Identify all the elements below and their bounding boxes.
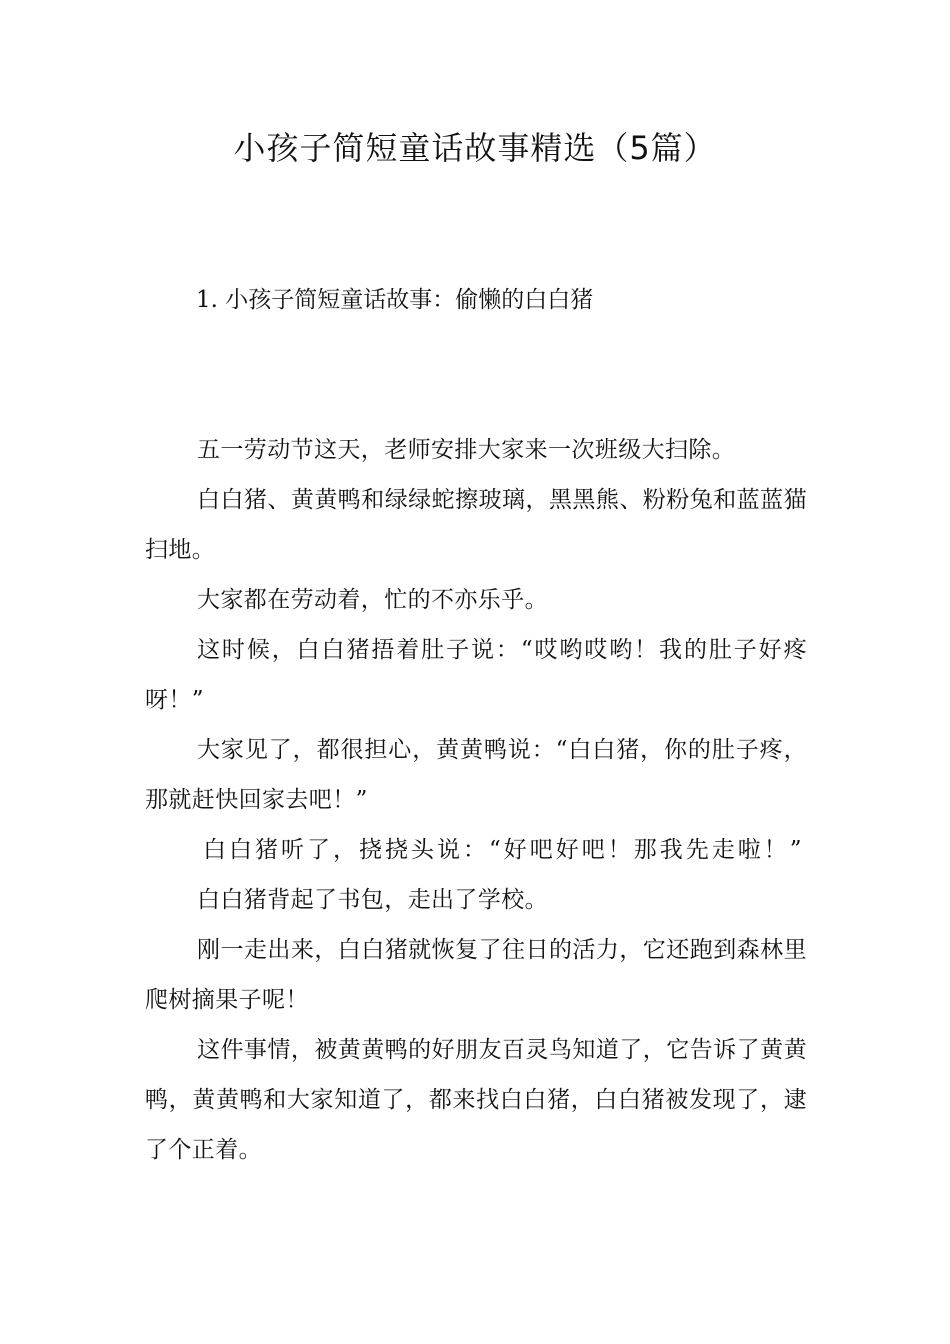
story-body (145, 425, 807, 1175)
paragraph: 大家见了，都很担心，黄黄鸭说：“白白猪，你的肚子疼，那就赶快回家去吧！” (145, 737, 807, 813)
paragraph: 这时候，白白猪捂着肚子说：“哎哟哎哟！我的肚子好疼呀！” (145, 637, 807, 713)
section-heading: 1. 小孩子简短童话故事：偷懒的白白猪 (196, 287, 594, 313)
paragraph: 五一劳动节这天，老师安排大家来一次班级大扫除。 (197, 437, 736, 463)
paragraph: 白白猪、黄黄鸭和绿绿蛇擦玻璃，黑黑熊、粉粉兔和蓝蓝猫扫地。 (145, 487, 807, 563)
paragraph: 这件事情，被黄黄鸭的好朋友百灵鸟知道了，它告诉了黄黄鸭，黄黄鸭和大家知道了，都来找白白猪，白白猪被发现了，逮了个正着。 (145, 1037, 807, 1163)
paragraph: 大家都在劳动着，忙的不亦乐乎。 (197, 587, 548, 613)
paragraph: 白白猪听了，挠挠头说：“好吧好吧！那我先走啦！” (203, 837, 805, 863)
paragraph: 白白猪背起了书包，走出了学校。 (197, 887, 548, 913)
paragraph: 刚一走出来，白白猪就恢复了往日的活力，它还跑到森林里爬树摘果子呢！ (145, 937, 807, 1013)
page-title: 小孩子简短童话故事精选（5篇） (233, 129, 717, 167)
